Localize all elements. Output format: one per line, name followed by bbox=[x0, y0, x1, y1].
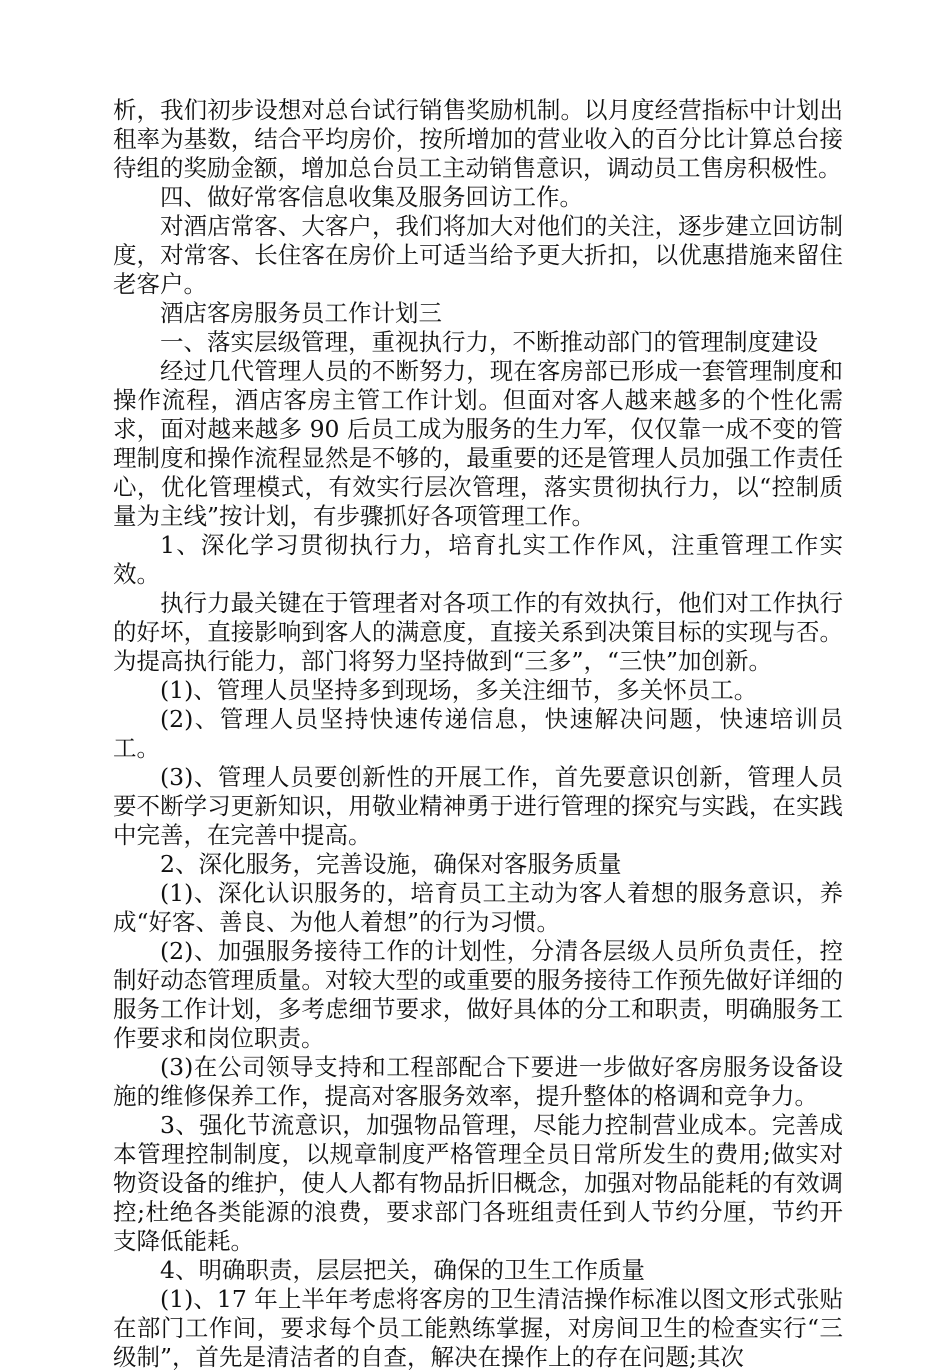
subheading-service: 2、深化服务，完善设施，确保对客服务质量 bbox=[160, 850, 622, 878]
list-item: (1)、深化认识服务的，培育员工主动为客人着想的服务意识，养成“好客、善良、为他人着想”的行为习惯。 bbox=[113, 879, 843, 936]
section-heading-regular-guest: 四、做好常客信息收集及服务回访工作。 bbox=[160, 183, 583, 211]
subheading-cost-control: 3、强化节流意识，加强物品管理，尽能力控制营业成本。完善成本管理控制制度，以规章制度严格管理全员日常所发生的费用;做实对物资设备的维护，使人人都有物品折旧概念，加强对物品能耗的有效调控;杜绝各类能源的浪费，要求部门各班组责任到人节约分厘，节约开支降低能耗。 bbox=[113, 1111, 843, 1255]
section-heading-management: 一、落实层级管理，重视执行力，不断推动部门的管理制度建设 bbox=[160, 328, 818, 356]
list-item: (1)、17 年上半年考虑将客房的卫生清洁操作标准以图文形式张贴在部门工作间，要求每个员工能熟练掌握，对房间卫生的检查实行“三级制”，首先是清洁者的自查，解决在操作上的存在问题;其次 bbox=[113, 1285, 843, 1371]
subheading-hygiene: 4、明确职责，层层把关，确保的卫生工作质量 bbox=[160, 1256, 645, 1284]
list-item: (3)在公司领导支持和工程部配合下要进一步做好客房服务设备设施的维修保养工作，提高对客服务效率，提升整体的格调和竞争力。 bbox=[113, 1053, 843, 1110]
paragraph-continuation: 析，我们初步设想对总台试行销售奖励机制。以月度经营指标中计划出租率为基数，结合平均房价，按所增加的营业收入的百分比计算总台接待组的奖励金额，增加总台员工主动销售意识，调动员工售房积极性。 bbox=[113, 96, 843, 182]
list-item: (2)、加强服务接待工作的计划性，分清各层级人员所负责任，控制好动态管理质量。对较大型的或重要的服务接待工作预先做好详细的服务工作计划，多考虑细节要求，做好具体的分工和职责，明确服务工作要求和岗位职责。 bbox=[113, 937, 843, 1052]
list-item: (2)、管理人员坚持快速传递信息，快速解决问题，快速培训员工。 bbox=[113, 705, 843, 762]
list-item: (1)、管理人员坚持多到现场，多关注细节，多关怀员工。 bbox=[160, 676, 758, 704]
plan-title: 酒店客房服务员工作计划三 bbox=[160, 299, 442, 327]
paragraph: 对酒店常客、大客户，我们将加大对他们的关注，逐步建立回访制度，对常客、长住客在房价上可适当给予更大折扣，以优惠措施来留住老客户。 bbox=[113, 212, 843, 298]
paragraph: 执行力最关键在于管理者对各项工作的有效执行，他们对工作执行的好坏，直接影响到客人的满意度，直接关系到决策目标的实现与否。为提高执行能力，部门将努力坚持做到“三多”，“三快”加创新。 bbox=[113, 589, 843, 675]
subheading-execution: 1、深化学习贯彻执行力，培育扎实工作作风，注重管理工作实效。 bbox=[113, 531, 843, 588]
list-item: (3)、管理人员要创新性的开展工作，首先要意识创新，管理人员要不断学习更新知识，用敬业精神勇于进行管理的探究与实践，在实践中完善，在完善中提高。 bbox=[113, 763, 843, 849]
document-body bbox=[113, 96, 843, 1372]
paragraph: 经过几代管理人员的不断努力，现在客房部已形成一套管理制度和操作流程，酒店客房主管工作计划。但面对客人越来越多的个性化需求，面对越来越多 90 后员工成为服务的生力军，仅仅靠一成不变的管理制度和操作流程显然是不够的，最重要的还是管理人员加强工作责任心，优化管理模式，有效实行层次管理，落实贯彻执行力，以“控制质量为主线”按计划，有步骤抓好各项管理工作。 bbox=[113, 357, 843, 530]
